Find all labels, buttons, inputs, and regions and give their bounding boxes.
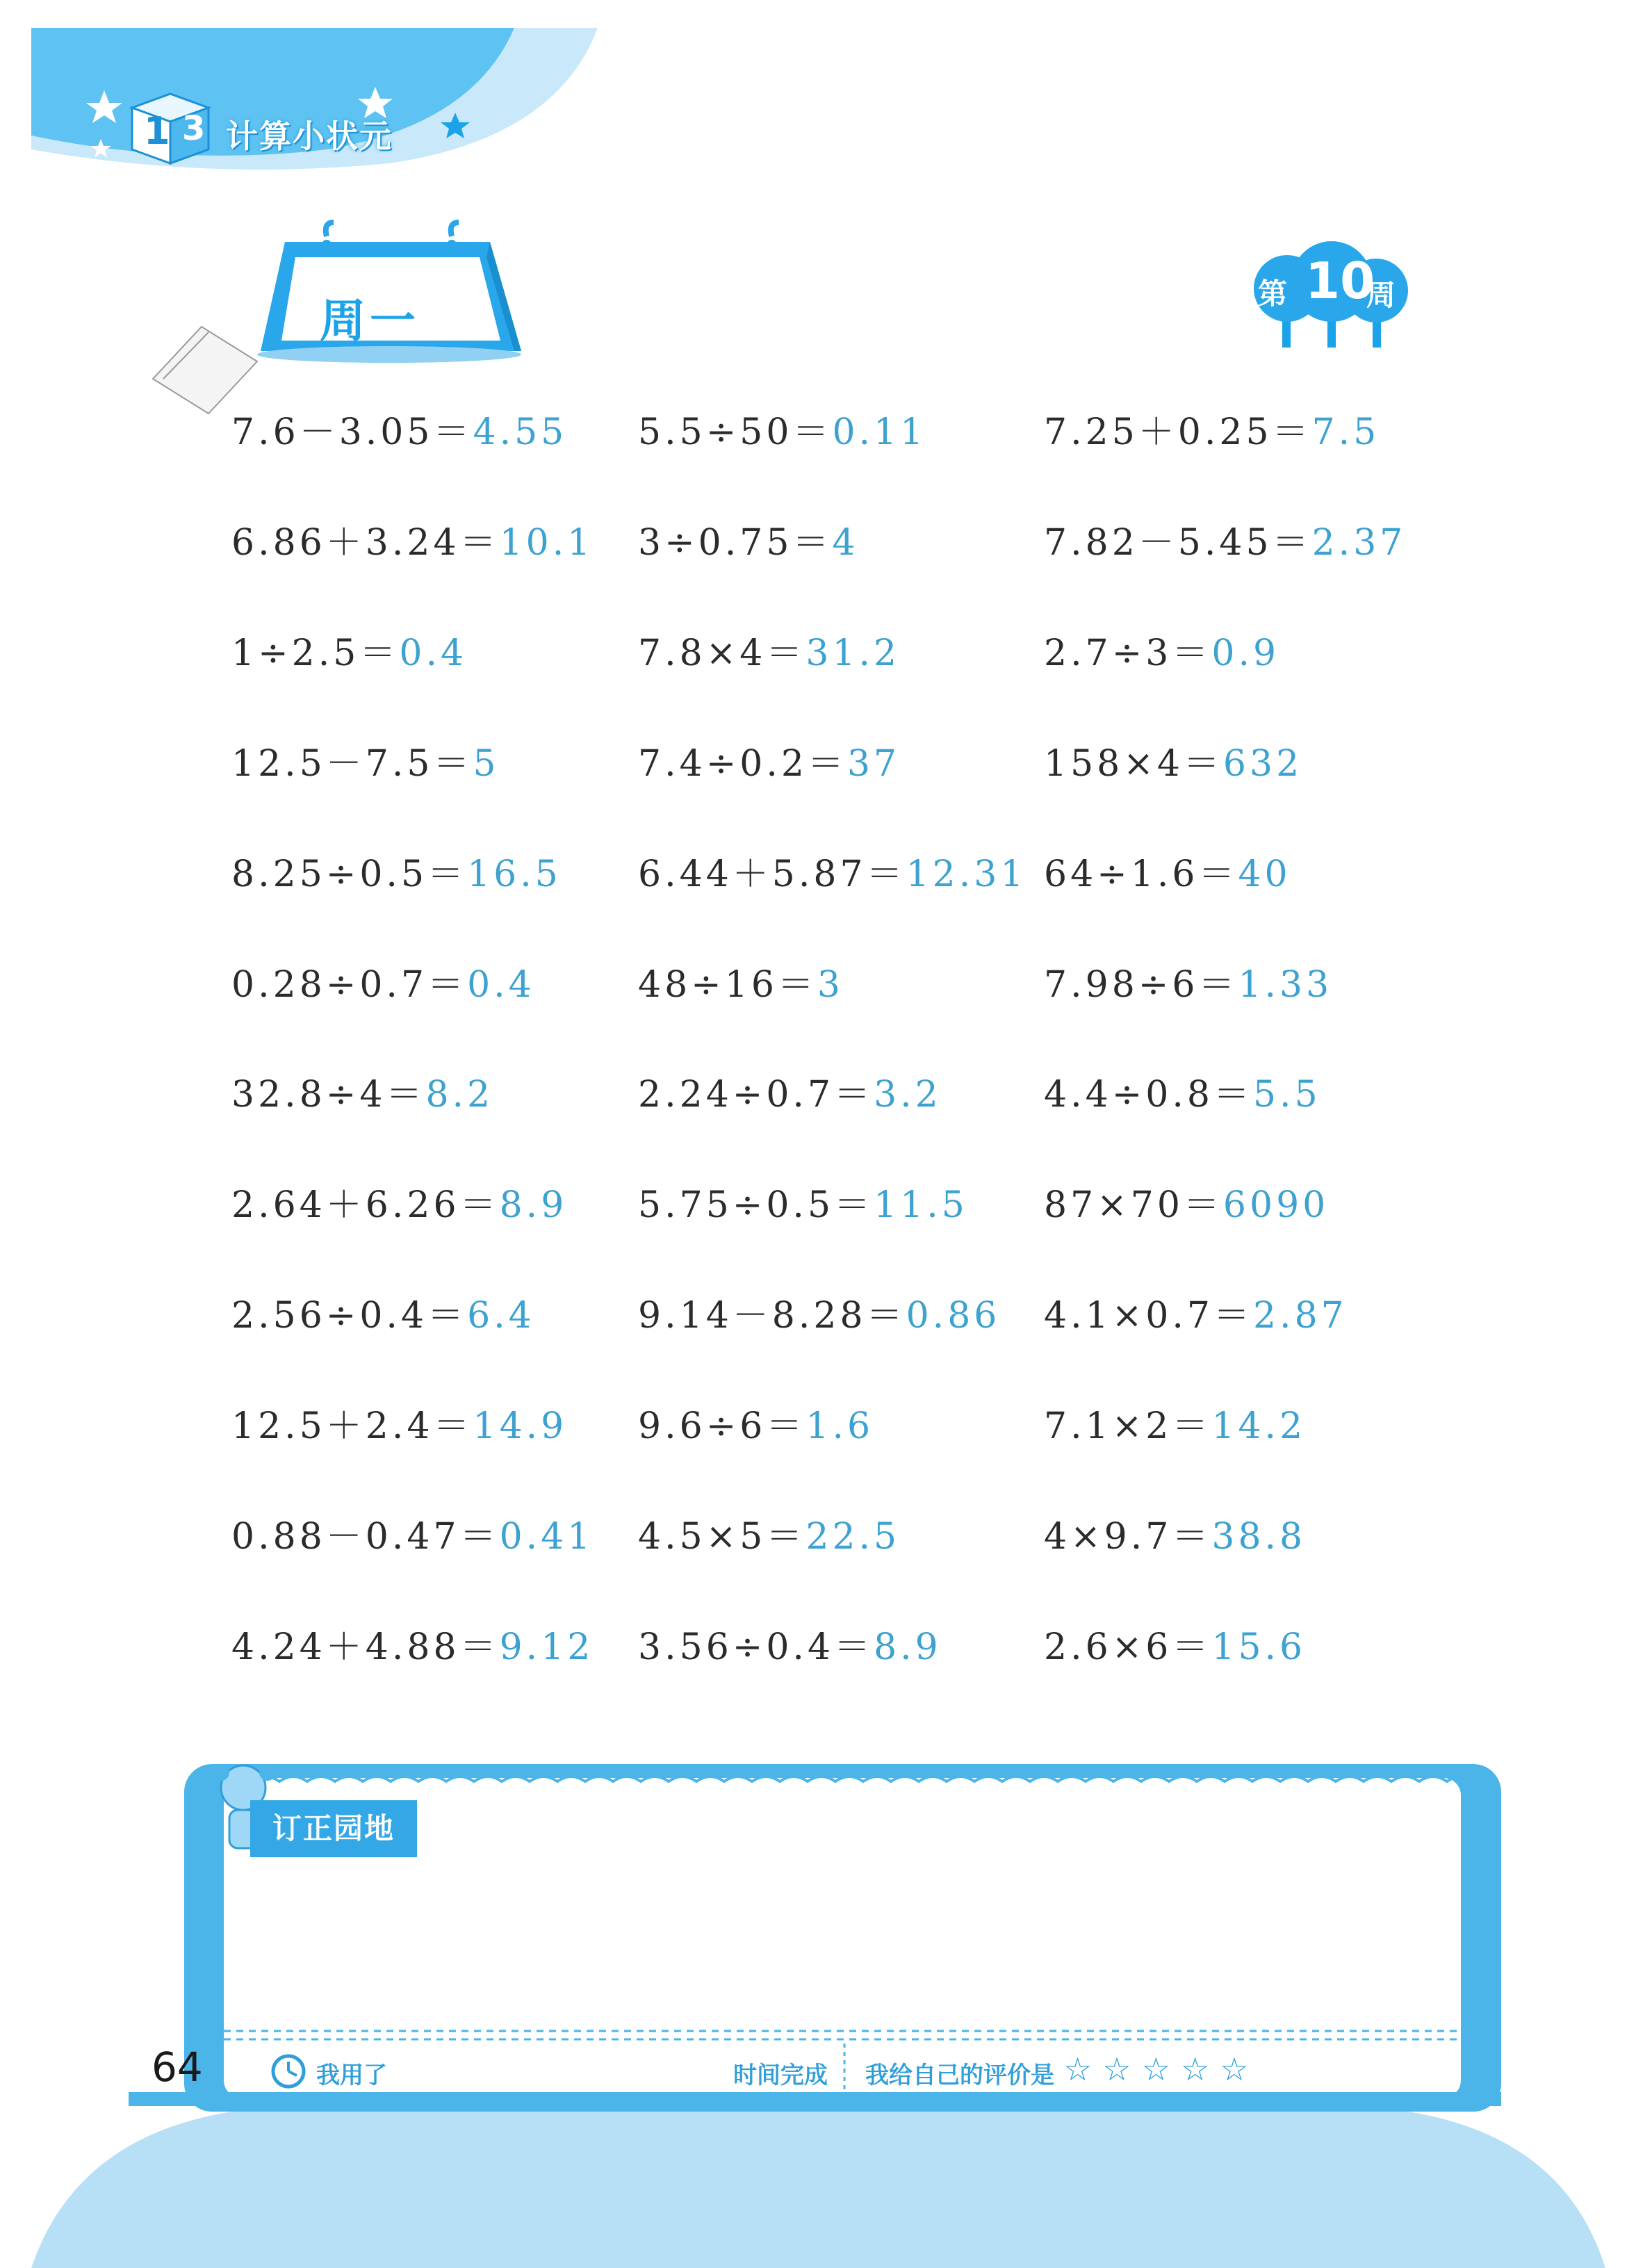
- star-icon[interactable]: ☆: [1141, 2050, 1170, 2088]
- problem-expression: 2.24÷0.7＝: [638, 1074, 874, 1116]
- problem-answer: 12.31: [906, 854, 1027, 895]
- correction-label: 订正园地: [250, 1800, 417, 1857]
- math-problem: [1044, 1074, 1321, 1116]
- math-problem: [231, 1074, 493, 1116]
- problem-expression: 4.1×0.7＝: [1044, 1295, 1253, 1337]
- problem-answer: 8.9: [499, 1184, 568, 1226]
- problem-expression: 2.7÷3＝: [1044, 633, 1212, 674]
- problem-answer: 11.5: [874, 1184, 968, 1226]
- star-icon[interactable]: ☆: [1181, 2050, 1210, 2088]
- math-problem: [231, 743, 500, 785]
- math-problem: [231, 1405, 567, 1447]
- math-problem: [638, 854, 1026, 895]
- math-problem: [638, 964, 844, 1006]
- problem-answer: 632: [1222, 743, 1303, 785]
- problem-answer: 0.4: [399, 633, 468, 674]
- problem-expression: 6.44＋5.87＝: [638, 854, 906, 895]
- problem-answer: 38.8: [1211, 1516, 1307, 1558]
- header-banner: [0, 0, 1636, 417]
- problem-expression: 2.6×6＝: [1044, 1626, 1212, 1668]
- problem-expression: 4.24＋4.88＝: [231, 1626, 500, 1668]
- problem-answer: 40: [1238, 854, 1291, 895]
- problem-answer: 3.2: [874, 1074, 942, 1116]
- day-label: 周一: [320, 294, 420, 348]
- problem-expression: 7.1×2＝: [1044, 1405, 1212, 1447]
- problem-answer: 7.5: [1311, 411, 1380, 453]
- problem-expression: 5.5÷50＝: [638, 411, 833, 453]
- math-problem: [1044, 854, 1291, 895]
- math-problem: [1044, 633, 1279, 674]
- problem-answer: 1.33: [1238, 964, 1333, 1006]
- time-complete-label: 时间完成: [733, 2062, 828, 2089]
- problem-answer: 0.11: [832, 411, 927, 453]
- problem-answer: 16.5: [467, 854, 562, 895]
- problem-expression: 7.82－5.45＝: [1044, 522, 1312, 564]
- problem-answer: 6.4: [467, 1295, 535, 1337]
- problem-answer: 6090: [1222, 1184, 1330, 1226]
- problem-expression: 87×70＝: [1044, 1184, 1223, 1226]
- problem-answer: 4: [832, 522, 859, 564]
- math-problem: [1044, 964, 1332, 1006]
- problem-answer: 0.86: [906, 1295, 1001, 1337]
- problem-expression: 4.4÷0.8＝: [1044, 1074, 1253, 1116]
- problem-expression: 0.88－0.47＝: [231, 1516, 500, 1558]
- math-problem: [231, 633, 467, 674]
- problem-expression: 158×4＝: [1044, 743, 1223, 785]
- self-eval-label: 我给自己的评价是: [865, 2062, 1054, 2089]
- math-problem: [1044, 1295, 1348, 1337]
- problem-expression: 7.8×4＝: [638, 633, 806, 674]
- problem-expression: 0.28÷0.7＝: [231, 964, 468, 1006]
- math-problem: [231, 854, 562, 895]
- problem-expression: 3÷0.75＝: [638, 522, 833, 564]
- problem-answer: 5: [473, 743, 500, 785]
- problem-expression: 2.56÷0.4＝: [231, 1295, 468, 1337]
- math-problem: [231, 522, 594, 564]
- math-problem: [638, 1516, 900, 1558]
- star-icon[interactable]: ☆: [1102, 2050, 1131, 2088]
- problem-expression: 1÷2.5＝: [231, 633, 400, 674]
- problem-expression: 5.75÷0.5＝: [638, 1184, 874, 1226]
- problem-answer: 8.2: [425, 1074, 494, 1116]
- problem-answer: 31.2: [805, 633, 901, 674]
- brand-title: 计算小状元: [226, 117, 393, 155]
- problem-answer: 10.1: [499, 522, 594, 564]
- math-problem: [1044, 743, 1302, 785]
- math-problem: [638, 633, 900, 674]
- problem-expression: 4×9.7＝: [1044, 1516, 1212, 1558]
- problem-answer: 4.55: [473, 411, 568, 453]
- week-prefix: 第: [1258, 277, 1288, 311]
- math-problem: [231, 1516, 594, 1558]
- problem-expression: 64÷1.6＝: [1044, 854, 1238, 895]
- logo-digit: 1: [144, 109, 170, 153]
- problem-answer: 1.6: [805, 1405, 874, 1447]
- problem-expression: 4.5×5＝: [638, 1516, 806, 1558]
- problem-answer: 0.41: [499, 1516, 594, 1558]
- problem-answer: 3: [817, 964, 844, 1006]
- problem-expression: 7.6－3.05＝: [231, 411, 473, 453]
- math-problem: [638, 1074, 942, 1116]
- problem-expression: 32.8÷4＝: [231, 1074, 426, 1116]
- problem-answer: 37: [846, 743, 901, 785]
- problem-answer: 14.9: [473, 1405, 568, 1447]
- book-icon: [153, 327, 257, 414]
- problem-expression: 2.64＋6.26＝: [231, 1184, 500, 1226]
- math-problem: [231, 1626, 594, 1668]
- math-problem: [638, 1626, 942, 1668]
- math-problem: [231, 1295, 535, 1337]
- math-problem: [638, 1184, 968, 1226]
- page-number: 64: [152, 2043, 203, 2091]
- math-problem: [231, 964, 535, 1006]
- math-problem: [638, 522, 859, 564]
- rating-stars[interactable]: [1063, 2050, 1256, 2088]
- math-problem: [638, 1405, 874, 1447]
- math-problem: [231, 411, 567, 453]
- math-problem: [1044, 1516, 1306, 1558]
- problem-answer: 5.5: [1252, 1074, 1321, 1116]
- problem-expression: 8.25÷0.5＝: [231, 854, 468, 895]
- week-suffix: 周: [1366, 278, 1396, 312]
- math-problem: [231, 1184, 567, 1226]
- problem-answer: 2.37: [1311, 522, 1407, 564]
- problem-expression: 7.4÷0.2＝: [638, 743, 847, 785]
- correction-area-frame: [0, 1738, 1636, 2268]
- problem-expression: 7.98÷6＝: [1044, 964, 1238, 1006]
- problem-expression: 48÷16＝: [638, 964, 817, 1006]
- problem-answer: 22.5: [805, 1516, 901, 1558]
- problem-expression: 9.6÷6＝: [638, 1405, 806, 1447]
- problem-answer: 8.9: [874, 1626, 942, 1668]
- problem-expression: 7.25＋0.25＝: [1044, 411, 1312, 453]
- problem-expression: 9.14－8.28＝: [638, 1295, 906, 1337]
- math-problem: [1044, 522, 1406, 564]
- problem-expression: 3.56÷0.4＝: [638, 1626, 874, 1668]
- math-problem: [1044, 1626, 1306, 1668]
- problem-answer: 9.12: [499, 1626, 594, 1668]
- time-used-label: 我用了: [316, 2062, 387, 2089]
- math-problem: [1044, 1184, 1329, 1226]
- problem-answer: 0.4: [467, 964, 535, 1006]
- math-problem: [1044, 1405, 1306, 1447]
- math-problem: [638, 1295, 1000, 1337]
- math-problem: [1044, 411, 1380, 453]
- math-problem: [638, 411, 926, 453]
- week-number: 10: [1305, 252, 1375, 310]
- problem-answer: 2.87: [1252, 1295, 1348, 1337]
- problem-answer: 14.2: [1211, 1405, 1307, 1447]
- problem-expression: 12.5＋2.4＝: [231, 1405, 473, 1447]
- problem-expression: 6.86＋3.24＝: [231, 522, 500, 564]
- problem-expression: 12.5－7.5＝: [231, 743, 473, 785]
- problem-answer: 15.6: [1211, 1626, 1307, 1668]
- problem-answer: 0.9: [1211, 633, 1280, 674]
- math-problem: [638, 743, 900, 785]
- star-icon[interactable]: ☆: [1063, 2050, 1093, 2088]
- logo-digit: 3: [182, 109, 206, 148]
- star-icon[interactable]: ☆: [1220, 2050, 1249, 2088]
